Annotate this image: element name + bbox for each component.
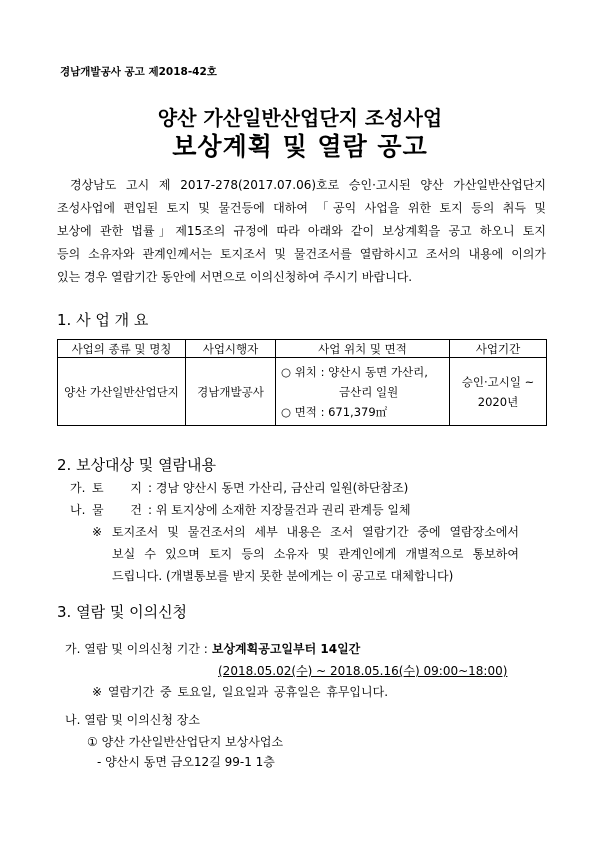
table-header-name: 사업의 종류 및 명칭 bbox=[58, 340, 186, 358]
section-1-heading: 1. 사 업 개 요 bbox=[57, 311, 149, 329]
inspection-period bbox=[65, 638, 360, 660]
period-line-end: 2020년 bbox=[477, 394, 519, 409]
table-header-period: 사업기간 bbox=[450, 340, 547, 358]
note-line: 토지조서 및 물건조서의 세부 내용은 조서 열람기간 중에 열람장소에서 bbox=[112, 525, 519, 539]
title-line-1: 양산 가산일반산업단지 조성사업 bbox=[157, 106, 443, 130]
list-item-land bbox=[70, 477, 519, 499]
item-value: : 경남 양산시 동면 가산리, 금산리 일원(하단참조) bbox=[148, 481, 409, 495]
intro-line: 있는 경우 열람기간 동안에 서면으로 이의신청하여 주시기 바랍니다. bbox=[57, 270, 413, 284]
project-location-cell bbox=[276, 358, 450, 426]
project-period-cell bbox=[450, 358, 547, 426]
project-name-cell: 양산 가산일반산업단지 bbox=[58, 358, 186, 426]
note-line: 보실 수 있으며 토지 등의 소유자 및 관계인에게 개별적으로 통보하여 bbox=[112, 547, 519, 561]
section-2-note bbox=[70, 521, 519, 543]
note-line: 드립니다. (개별통보를 받지 못한 분에게는 이 공고로 대체합니다) bbox=[112, 569, 454, 583]
inspection-dates: (2018.05.02(수) ~ 2018.05.16(수) 09:00~18:00) bbox=[218, 664, 508, 678]
item-label: 토 지 bbox=[92, 481, 142, 495]
table-header-row bbox=[58, 340, 547, 358]
inspection-place-address: - 양산시 동면 금오12길 99-1 1층 bbox=[97, 755, 275, 769]
table-row bbox=[58, 358, 547, 426]
item-value: : 위 토지상에 소재한 지장물건과 권리 관계등 일체 bbox=[148, 503, 411, 517]
intro-line: 등의 소유자와 관계인께서는 토지조서 및 물건조서를 열람하시고 조서의 내용에 이의가 bbox=[57, 247, 546, 261]
intro-line: 보상에 관한 법률」제15조의 규정에 따라 아래와 같이 보상계획을 공고 하오니 토지 bbox=[57, 224, 546, 238]
compensation-target-list bbox=[70, 477, 519, 587]
holiday-note: ※ 열람기간 중 토요일, 일요일과 공휴일은 휴무입니다. bbox=[92, 685, 389, 699]
inspection-period-value: 보상계획공고일부터 14일간 bbox=[211, 642, 361, 656]
location-line-continued: 금산리 일원 bbox=[339, 384, 399, 399]
table-header-location: 사업 위치 및 면적 bbox=[276, 340, 450, 358]
intro-line: 조성사업에 편입된 토지 및 물건등에 대하여 「공익 사업을 위한 토지 등의 취득 및 bbox=[57, 201, 546, 215]
inspection-place-label: 나. 열람 및 이의신청 장소 bbox=[65, 713, 200, 727]
item-label: 물 건 bbox=[92, 503, 142, 517]
period-line: 승인·고시일 ~ bbox=[461, 374, 535, 389]
section-2-heading: 2. 보상대상 및 열람내용 bbox=[57, 456, 217, 474]
title-line-2: 보상계획 및 열람 공고 bbox=[172, 132, 428, 161]
intro-paragraph bbox=[57, 174, 546, 289]
project-overview-table bbox=[57, 339, 547, 426]
item-marker: 나. bbox=[70, 503, 86, 517]
note-marker: ※ bbox=[92, 525, 103, 539]
table-header-operator: 사업시행자 bbox=[186, 340, 276, 358]
project-operator-cell: 경남개발공사 bbox=[186, 358, 276, 426]
intro-line: 경상남도 고시 제 2017-278(2017.07.06)호로 승인·고시된 양산 가산일반산업단지 bbox=[70, 178, 546, 192]
inspection-period-label: 가. 열람 및 이의신청 기간 : bbox=[65, 642, 208, 656]
inspection-place-item: ① 양산 가산일반산업단지 보상사업소 bbox=[87, 735, 284, 749]
section-3-heading: 3. 열람 및 이의신청 bbox=[57, 603, 188, 621]
location-line: ○ 위치 : 양산시 동면 가산리, bbox=[281, 364, 428, 379]
notice-number: 경남개발공사 공고 제2018-42호 bbox=[60, 66, 217, 78]
list-item-goods bbox=[70, 499, 519, 521]
area-line: ○ 면적 : 671,379㎡ bbox=[281, 404, 388, 419]
item-marker: 가. bbox=[70, 481, 86, 495]
